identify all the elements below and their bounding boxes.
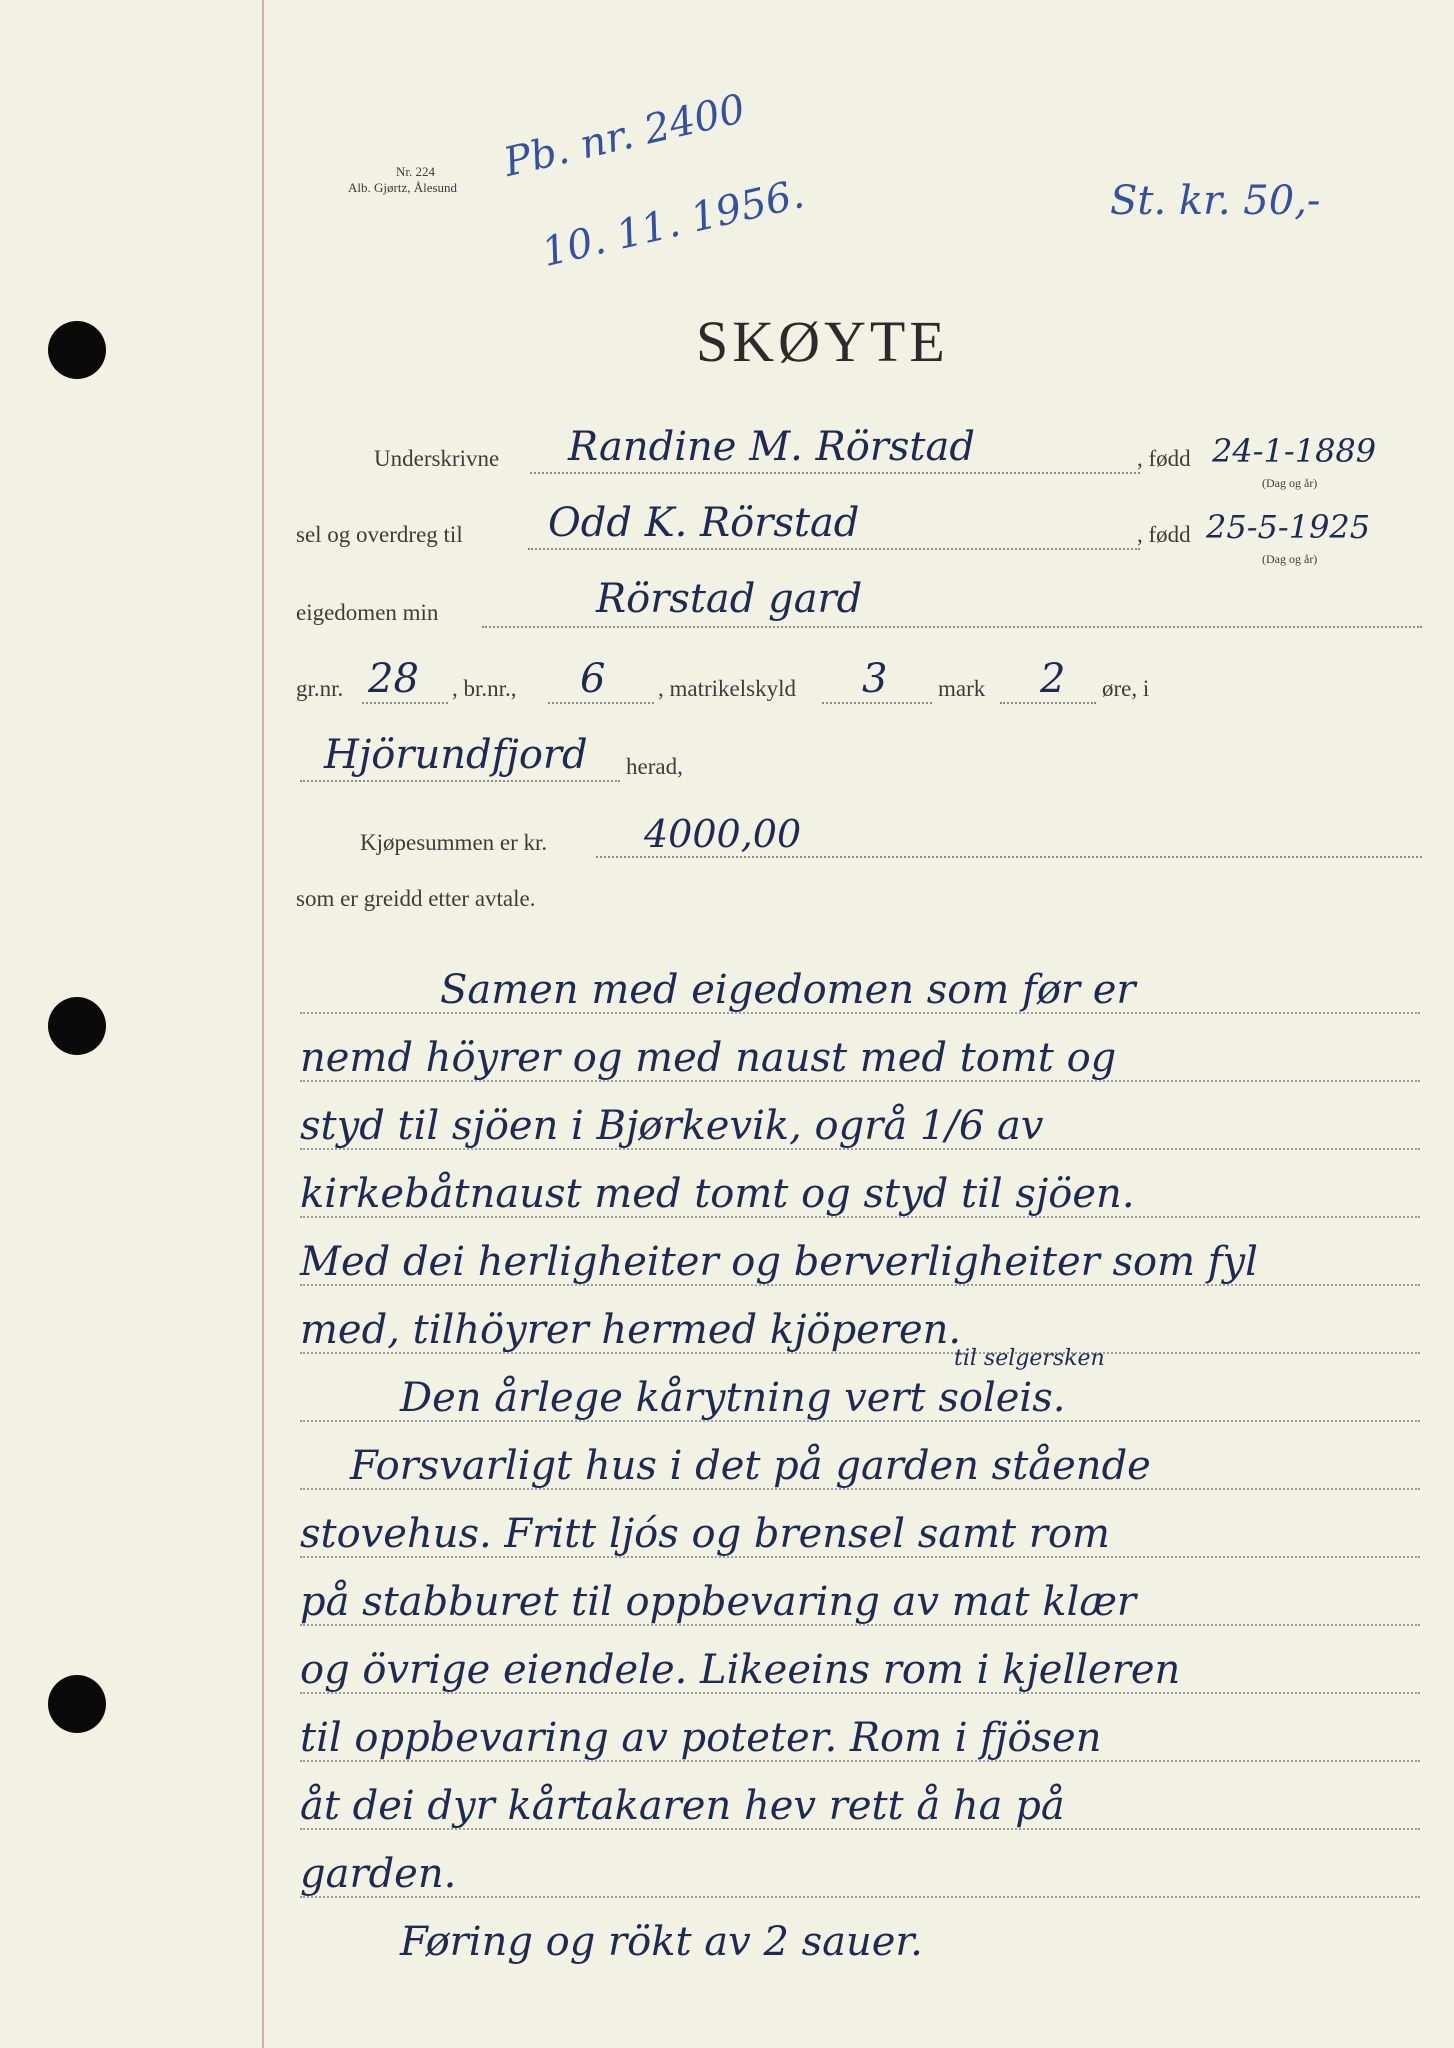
body-line: nemd höyrer og med naust med tomt og <box>300 1035 1117 1081</box>
price-line <box>596 856 1422 858</box>
body-line: til oppbevaring av poteter. Rom i fjösen <box>300 1715 1102 1761</box>
buyer-line <box>528 548 1140 550</box>
mark-label: mark <box>938 676 986 701</box>
buyer-born-hint: (Dag og år) <box>1262 552 1318 566</box>
body-line: med, tilhöyrer hermed kjöperen. <box>300 1307 962 1353</box>
fee-annotation: St. kr. 50,- <box>1110 178 1321 224</box>
buyer-born: 25-5-1925 <box>1206 508 1371 546</box>
body-line: Samen med eigedomen som før er <box>440 967 1136 1013</box>
punch-hole <box>48 321 106 379</box>
buyer-name: Odd K. Rörstad <box>548 500 860 546</box>
herad-line <box>300 780 620 782</box>
overdreg-label: sel og overdreg til <box>296 522 463 547</box>
seller-name: Randine M. Rörstad <box>568 424 975 470</box>
ore-line <box>1000 702 1096 704</box>
body-line: Forsvarligt hus i det på garden stående <box>350 1443 1151 1489</box>
punch-hole <box>48 997 106 1055</box>
brnr-line <box>548 702 654 704</box>
greidd-label: som er greidd etter avtale. <box>296 886 536 911</box>
body-line: styd til sjöen i Bjørkevik, ogrå 1/6 av <box>300 1103 1044 1149</box>
form-number: Nr. 224 <box>396 164 435 179</box>
document-title: SKØYTE <box>696 309 949 374</box>
body-line: Den årlege kårytning vert soleis. <box>400 1375 1066 1421</box>
herad-value: Hjörundfjord <box>324 732 588 778</box>
body-line: og övrige eiendele. Likeeins rom i kjelleren <box>300 1647 1181 1693</box>
punch-hole <box>48 1675 106 1733</box>
body-line: stovehus. Fritt ljós og brensel samt rom <box>300 1511 1110 1557</box>
mark-line <box>822 702 932 704</box>
body-line: Med dei herligheiter og berverligheiter som fyl <box>300 1239 1258 1285</box>
ore-value: 2 <box>1040 656 1066 702</box>
seller-born: 24-1-1889 <box>1212 432 1377 470</box>
buyer-born-label: , fødd <box>1137 522 1191 547</box>
underskrivne-label: Underskrivne <box>374 446 500 471</box>
body-line: åt dei dyr kårtakaren hev rett å ha på <box>300 1783 1065 1829</box>
body-line: kirkebåtnaust med tomt og styd til sjöen. <box>300 1171 1135 1217</box>
form-publisher: Alb. Gjørtz, Ålesund <box>348 180 458 195</box>
body-line: garden. <box>300 1851 457 1897</box>
ore-label: øre, i <box>1102 676 1150 701</box>
eigedom-label: eigedomen min <box>296 600 439 625</box>
seller-line <box>530 472 1140 474</box>
ruled-line <box>300 1896 1420 1898</box>
brnr-value: 6 <box>580 656 606 702</box>
grnr-label: gr.nr. <box>296 676 344 701</box>
kjopesum-label: Kjøpesummen er kr. <box>360 830 548 855</box>
date-annotation: 10. 11. 1956. <box>537 171 809 276</box>
seller-born-hint: (Dag og år) <box>1262 476 1318 490</box>
margin-line <box>262 0 264 2048</box>
seller-born-label: , fødd <box>1137 446 1191 471</box>
body-line: på stabburet til oppbevaring av mat klær <box>300 1579 1137 1625</box>
mark-value: 3 <box>862 656 888 702</box>
brnr-label: , br.nr., <box>452 676 517 701</box>
body-line: Føring og rökt av 2 sauer. <box>400 1919 923 1965</box>
registration-annotation: Pb. nr. 2400 <box>499 85 750 186</box>
grnr-value: 28 <box>368 656 419 702</box>
price-value: 4000,00 <box>644 812 802 856</box>
property-line <box>482 626 1422 628</box>
grnr-line <box>362 702 448 704</box>
body-insertion: til selgersken <box>954 1346 1105 1371</box>
matrikel-label: , matrikelskyld <box>658 676 796 701</box>
herad-label: herad, <box>626 754 683 779</box>
property-name: Rörstad gard <box>596 576 863 622</box>
